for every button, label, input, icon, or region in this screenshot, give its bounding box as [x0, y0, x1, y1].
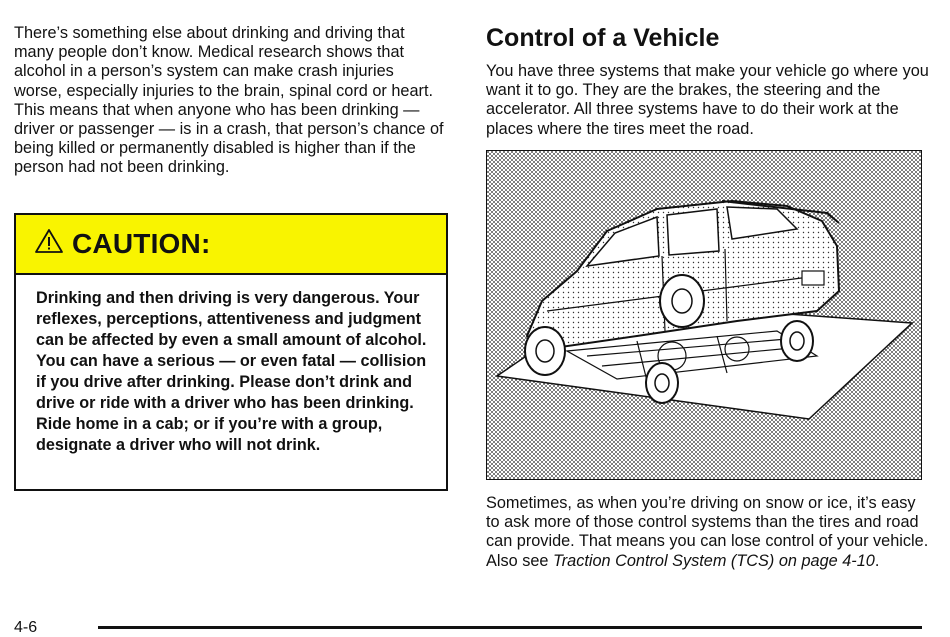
vehicle-illustration [486, 150, 922, 480]
bottom-text-block [486, 494, 931, 571]
vehicle-on-road-image [487, 151, 922, 480]
right-column [486, 24, 931, 139]
caution-text: Drinking and then driving is very dangerous. Your reflexes, perceptions, attentiveness and judgment can be affected by even a small amount of alcohol. You can have a serious — or even fatal — collision if you drive after drinking. Please don’t drink and drive or ride with a driver who has been drinking. Ride home in a cab; or if you’re with a group, designate a driver who will not drink. [36, 289, 427, 454]
page-number: 4-6 [14, 619, 38, 636]
traction-paragraph-text: Sometimes, as when you’re driving on snow or ice, it’s easy to ask more of those control systems than the tires and road can provide. That means you can lose control of your vehicle. Also see [486, 494, 929, 570]
traction-paragraph-end: . [874, 551, 880, 570]
section-heading: Control of a Vehicle [486, 24, 720, 52]
caution-box [14, 213, 448, 491]
traction-paragraph [486, 494, 931, 571]
tcs-reference-link[interactable]: Traction Control System (TCS) on page 4-10 [552, 551, 875, 570]
warning-triangle-icon [34, 228, 64, 254]
intro-paragraph: There’s something else about drinking and driving that many people don’t know. Medical research shows that alcohol in a person’s system can make crash injuries worse, especially injuries to the brain, spinal cord or heart. This means that when anyone who has been drinking — driver or passenger — is in a crash, that person’s chance of being killed or permanently disabled is higher than if the person had not been drinking. [14, 24, 444, 177]
left-column [14, 24, 444, 178]
caution-title: CAUTION: [72, 228, 211, 259]
control-intro-paragraph: You have three systems that make your vehicle go where you want it to go. They are the brakes, the steering and the accelerator. All three systems have to do their work at the places where the tires meet the road. [486, 62, 929, 138]
footer-rule [98, 626, 922, 629]
caution-header [16, 215, 446, 275]
